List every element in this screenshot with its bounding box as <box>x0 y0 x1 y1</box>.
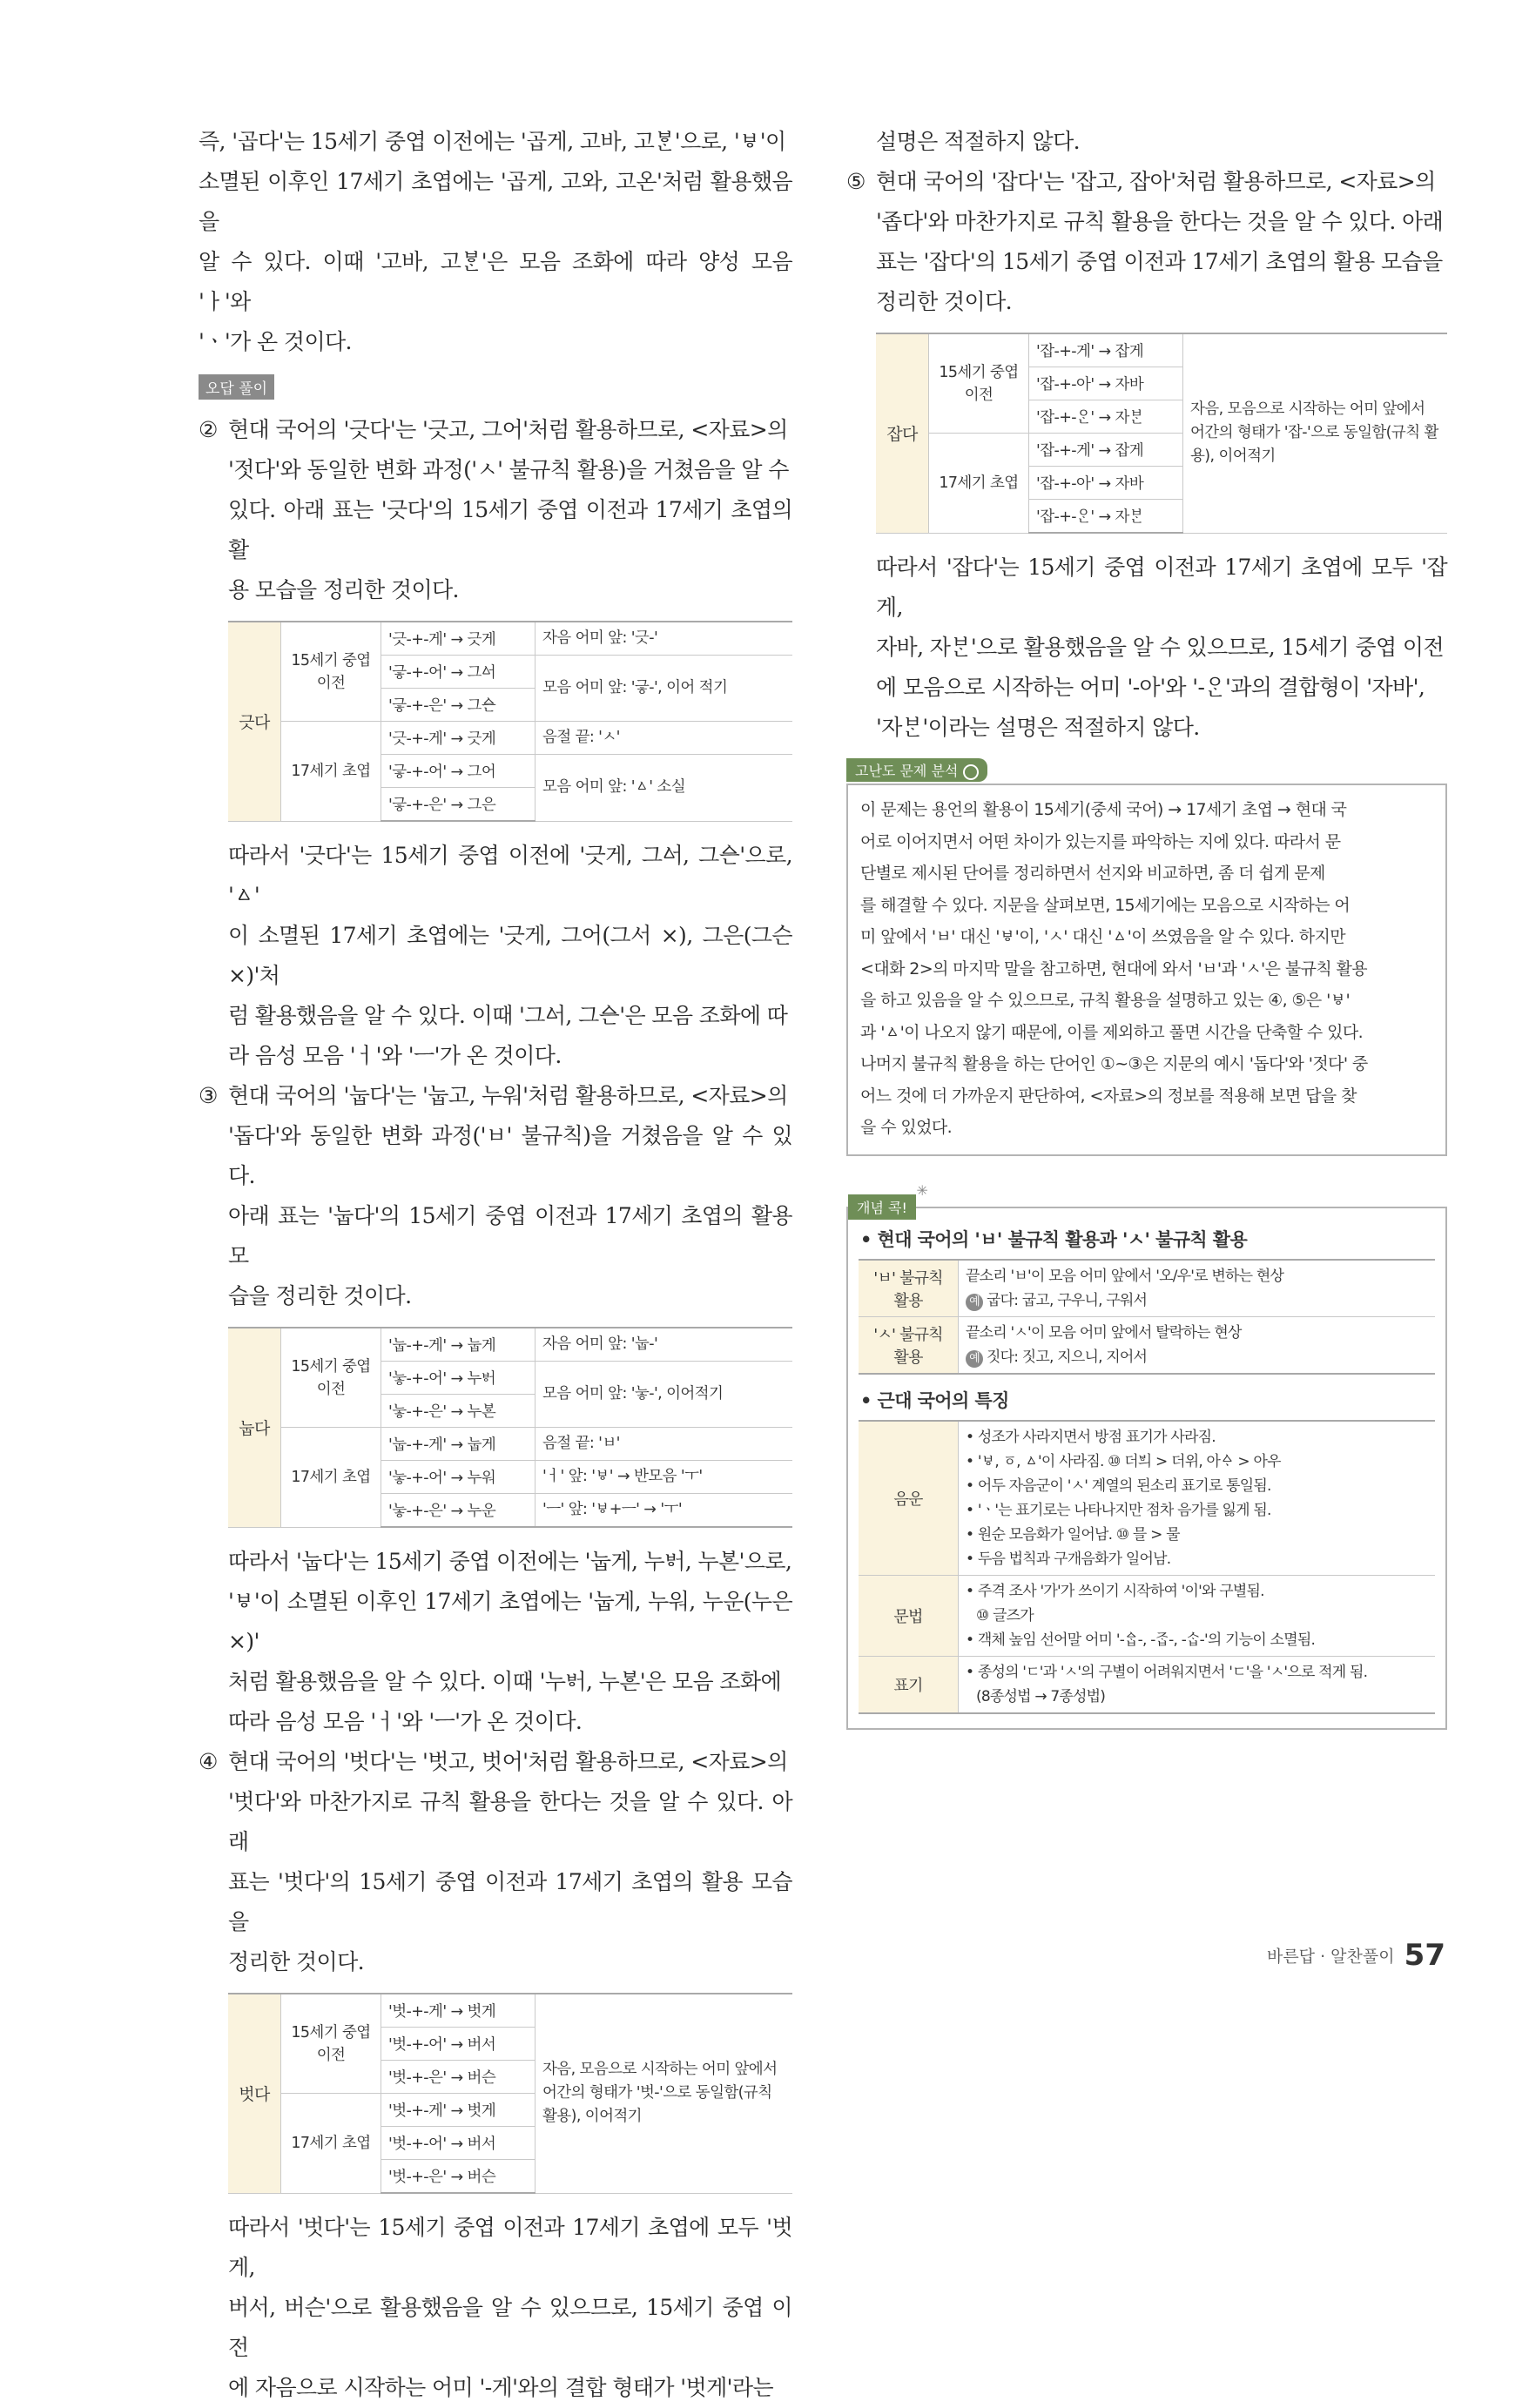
concept-key: 'ㅅ' 불규칙 활용 <box>859 1316 959 1374</box>
text-line: '젓다'와 동일한 변화 과정('ㅅ' 불규칙 활용)을 거쳤음을 알 수 <box>228 457 789 482</box>
text-line: 표는 '잡다'의 15세기 중엽 이전과 17세기 초엽의 활용 모습을 <box>876 249 1443 274</box>
note-cell: 자음, 모음으로 시작하는 어미 앞에서 어간의 형태가 '벗-'으로 동일함(규칙 활용), 이어적기 <box>535 1994 793 2193</box>
text-line: 어로 이어지면서 어떤 차이가 있는지를 파악하는 지에 있다. 따라서 문 <box>860 831 1341 851</box>
text-line: 자바, 자ᄇᆞᆫ'으로 활용했음을 알 수 있으므로, 15세기 중엽 이전 <box>876 635 1445 660</box>
verb-cell: 잡다 <box>876 333 929 533</box>
period-cell: 17세기 초엽 <box>929 434 1029 534</box>
publisher-label: 바른답 · 알찬풀이 <box>1266 1947 1395 1967</box>
concept-key: 'ㅂ' 불규칙 활용 <box>859 1260 959 1317</box>
text-line: 현대 국어의 '잡다'는 '잡고, 잡아'처럼 활용하므로, <자료>의 <box>876 169 1436 194</box>
form-cell: '긋-+-게' → 긋게 <box>381 622 535 656</box>
note-cell: 모음 어미 앞: '긓-', 이어 적기 <box>535 656 793 722</box>
concept-desc <box>959 1421 1436 1576</box>
concept-desc <box>959 1656 1436 1713</box>
form-cell: '긓-+-은' → 그ᅀᅳᆫ <box>381 689 535 722</box>
form-cell: '긓-+-어' → 그ᅀᅥ <box>381 656 535 689</box>
desc-line: • 'ㆍ'는 표기로는 나타나지만 점차 음가를 잃게 됨. <box>966 1501 1271 1519</box>
modern-korean-features-table <box>859 1420 1435 1714</box>
form-cell: '긓-+-은' → 그은 <box>381 788 535 822</box>
text-line: 에 자음으로 시작하는 어미 '-게'와의 결합 형태가 '벗게'라는 <box>228 2375 774 2400</box>
text-line: '자ᄇᆞᆫ'이라는 설명은 적절하지 않다. <box>876 715 1200 740</box>
desc-line: • 종성의 'ㄷ'과 'ㅅ'의 구별이 어려워지면서 'ㄷ'을 'ㅅ'으로 적게 됨. <box>966 1663 1368 1681</box>
concept-tag <box>848 1181 928 1220</box>
option-2-explanation <box>199 410 792 610</box>
form-cell: '벗-+-어' → 버서 <box>381 2127 535 2160</box>
option-number: ⑤ <box>846 169 866 194</box>
text-line: 'ㆍ'가 온 것이다. <box>199 329 352 354</box>
period-cell: 17세기 초엽 <box>281 722 381 822</box>
example-text: 짓다: 짓고, 지으니, 지어서 <box>987 1348 1148 1366</box>
text-line: 설명은 적절하지 않다. <box>876 129 1080 154</box>
example-text: 굽다: 굽고, 구우니, 구워서 <box>987 1291 1148 1309</box>
verb-cell: 눕다 <box>228 1328 281 1527</box>
period-cell: 15세기 중엽 이전 <box>281 1328 381 1428</box>
desc-line: • 객체 높임 선어말 어미 '-ᅀᆞᆸ-, -ᄌᆞᆸ-, -ᄉᆞᆸ-'의 기능이 소멸됨. <box>966 1631 1316 1649</box>
difficulty-box <box>846 784 1447 1156</box>
example-badge: 예 <box>966 1350 983 1368</box>
note-cell: 'ㅡ' 앞: 'ㅸ+ㅡ' → 'ㅜ' <box>535 1494 793 1528</box>
form-cell: '눕-+-게' → 눕게 <box>381 1328 535 1362</box>
period-cell: 15세기 중엽 이전 <box>281 1994 381 2094</box>
form-cell: '눟-+-은' → 누운 <box>381 1494 535 1528</box>
note-cell: 자음, 모음으로 시작하는 어미 앞에서 어간의 형태가 '잡-'으로 동일함(규칙 활용), 이어적기 <box>1183 333 1448 533</box>
text-line: 에 모음으로 시작하는 어미 '-아'와 '-ᄋᆞᆫ'과의 결합형이 '자바', <box>876 675 1425 700</box>
page-number: 57 <box>1404 1938 1445 1973</box>
option-3-explanation <box>199 1076 792 1316</box>
verb-cell: 벗다 <box>228 1994 281 2193</box>
text-line: 습을 정리한 것이다. <box>228 1283 412 1308</box>
text-line: 현대 국어의 '벗다'는 '벗고, 벗어'처럼 활용하므로, <자료>의 <box>228 1749 788 1774</box>
page-footer <box>1267 1938 1445 1973</box>
period-cell: 15세기 중엽 이전 <box>929 333 1029 434</box>
text-line: 단별로 제시된 단어를 정리하면서 선지와 비교하면, 좀 더 쉽게 문제 <box>860 864 1325 883</box>
text-line: 있다. 아래 표는 '긋다'의 15세기 중엽 이전과 17세기 초엽의 활 <box>228 497 792 562</box>
difficulty-analysis-section <box>846 748 1447 1156</box>
note-cell: 자음 어미 앞: '눕-' <box>535 1328 793 1362</box>
text-line: 'ㅸ'이 소멸된 이후인 17세기 초엽에는 '눕게, 누워, 누운(누은 ×)' <box>228 1589 792 1654</box>
text-line: 현대 국어의 '긋다'는 '긋고, 그어'처럼 활용하므로, <자료>의 <box>228 417 788 442</box>
option-5-conclusion <box>846 548 1447 748</box>
option-4-explanation <box>199 1742 792 1982</box>
option-2-conclusion <box>199 836 792 1076</box>
text-line: '벗다'와 마찬가지로 규칙 활용을 한다는 것을 알 수 있다. 아래 <box>228 1789 792 1854</box>
desc-line: • 'ㅸ, ㆆ, ㅿ'이 사라짐. ⑩ 더ᄫᅴ > 더위, 아ᅀᆞ > 아우 <box>966 1452 1281 1470</box>
difficulty-title <box>846 758 987 782</box>
concept-box <box>846 1181 1447 1730</box>
desc-line: • 성조가 사라지면서 방점 표기가 사라짐. <box>966 1428 1216 1446</box>
text-line: 과 'ㅿ'이 나오지 않기 때문에, 이를 제외하고 풀면 시간을 단축할 수 있다. <box>860 1022 1364 1042</box>
inflection-table-nupda <box>228 1327 792 1528</box>
intro-paragraph <box>199 122 792 362</box>
desc-line: (8종성법 → 7종성법) <box>976 1687 1106 1705</box>
form-cell: '눟-+-어' → 누워 <box>381 1461 535 1494</box>
option-number: ② <box>199 417 218 442</box>
concept-desc <box>959 1316 1436 1374</box>
text-line: 따라 음성 모음 'ㅓ'와 'ㅡ'가 온 것이다. <box>228 1709 583 1734</box>
text-line: <대화 2>의 마지막 말을 참고하면, 현대에 와서 'ㅂ'과 'ㅅ'은 불규칙 활용 <box>860 958 1368 979</box>
form-cell: '잡-+-아' → 자바 <box>1029 467 1183 500</box>
desc-line: • 두음 법칙과 구개음화가 일어남. <box>966 1550 1171 1568</box>
inflection-table-geutda <box>228 621 792 822</box>
text-line: 정리한 것이다. <box>228 1949 364 1974</box>
text-line: 즉, '곱다'는 15세기 중엽 이전에는 '곱게, 고바, 고ᄫᆞᆫ'으로, 'ㅸ'이 <box>199 129 786 154</box>
text-line: 따라서 '벗다'는 15세기 중엽 이전과 17세기 초엽에 모두 '벗게, <box>228 2215 792 2280</box>
form-cell: '잡-+-ᄋᆞᆫ' → 자ᄇᆞᆫ <box>1029 500 1183 534</box>
form-cell: '벗-+-어' → 버서 <box>381 2028 535 2061</box>
wrong-answer-badge: 오답 풀이 <box>199 374 274 400</box>
text-line: 이 문제는 용언의 활용이 15세기(중세 국어) → 17세기 초엽 → 현대 국 <box>860 800 1347 819</box>
option-3-conclusion <box>199 1542 792 1742</box>
concept-tag-text: 개념 콕! <box>857 1199 907 1216</box>
text-line: 따라서 '잡다'는 15세기 중엽 이전과 17세기 초엽에 모두 '잡게, <box>876 555 1447 620</box>
note-cell: 음절 끝: 'ㅅ' <box>535 722 793 755</box>
note-cell: 자음 어미 앞: '긋-' <box>535 622 793 656</box>
text-line: 을 수 있었다. <box>860 1118 953 1137</box>
sparkle-icon: ✳ <box>916 1181 928 1199</box>
form-cell: '잡-+-ᄋᆞᆫ' → 자ᄇᆞᆫ <box>1029 400 1183 434</box>
magnifier-icon <box>963 764 979 780</box>
option-number: ④ <box>199 1749 218 1774</box>
text-line: 을 하고 있음을 알 수 있으므로, 규칙 활용을 설명하고 있는 ④, ⑤은 'ㅸ' <box>860 991 1351 1010</box>
form-cell: '눟-+-어' → 누ᄫᅥ <box>381 1362 535 1395</box>
inflection-table-japda <box>876 333 1447 534</box>
text-line: 알 수 있다. 이때 '고바, 고ᄫᆞᆫ'은 모음 조화에 따라 양성 모음 'ㅏ'와 <box>199 249 792 314</box>
text-line: 표는 '벗다'의 15세기 중엽 이전과 17세기 초엽의 활용 모습을 <box>228 1869 792 1934</box>
text-line: 용 모습을 정리한 것이다. <box>228 577 459 602</box>
example-line <box>966 1288 1428 1313</box>
concept-heading-2: • 근대 국어의 특징 <box>860 1389 1009 1411</box>
desc-line: • 주격 조사 '가'가 쓰이기 시작하여 '이'와 구별됨. <box>966 1582 1264 1600</box>
desc-line: • 어두 자음군이 'ㅅ' 계열의 된소리 표기로 통일됨. <box>966 1476 1271 1495</box>
desc-line: 끝소리 'ㅅ'이 모음 어미 앞에서 탈락하는 현상 <box>966 1323 1242 1342</box>
note-cell: 모음 어미 앞: '눟-', 이어적기 <box>535 1362 793 1428</box>
period-cell: 17세기 초엽 <box>281 2094 381 2194</box>
text-line: 따라서 '긋다'는 15세기 중엽 이전에 '긋게, 그ᅀᅥ, 그ᅀᅳᆫ'으로, 'ㅿ' <box>228 843 792 908</box>
concept-key: 문법 <box>859 1575 959 1656</box>
text-line: 를 해결할 수 있다. 지문을 살펴보면, 15세기에는 모음으로 시작하는 어 <box>860 895 1351 915</box>
verb-cell: 긋다 <box>228 622 281 821</box>
desc-line: ⑩ 글즈가 <box>976 1606 1034 1624</box>
form-cell: '긓-+-어' → 그어 <box>381 755 535 788</box>
form-cell: '잡-+-게' → 잡게 <box>1029 333 1183 367</box>
text-line: 럼 활용했음을 알 수 있다. 이때 '그ᅀᅥ, 그ᅀᅳᆫ'은 모음 조화에 따 <box>228 1003 788 1028</box>
text-line: 버서, 버슨'으로 활용했음을 알 수 있으므로, 15세기 중엽 이전 <box>228 2295 792 2360</box>
period-cell: 17세기 초엽 <box>281 1428 381 1528</box>
concept-key: 음운 <box>859 1421 959 1576</box>
option-number: ③ <box>199 1083 218 1108</box>
example-line <box>966 1345 1428 1369</box>
text-line: 따라서 '눕다'는 15세기 중엽 이전에는 '눕게, 누ᄫᅥ, 누ᄫᅳᆫ'으로, <box>228 1549 792 1574</box>
text-line: '돕다'와 동일한 변화 과정('ㅂ' 불규칙)을 거쳤음을 알 수 있다. <box>228 1123 792 1188</box>
desc-line: • 원순 모음화가 일어남. ⑩ 믈 > 물 <box>966 1525 1180 1544</box>
text-line: '좁다'와 마찬가지로 규칙 활용을 한다는 것을 알 수 있다. 아래 <box>876 209 1444 234</box>
concept-key: 표기 <box>859 1656 959 1713</box>
text-line: 정리한 것이다. <box>876 289 1012 314</box>
note-cell: 'ㅓ' 앞: 'ㅸ' → 반모음 'ㅜ' <box>535 1461 793 1494</box>
form-cell: '눕-+-게' → 눕게 <box>381 1428 535 1461</box>
text-line: 현대 국어의 '눕다'는 '눕고, 누워'처럼 활용하므로, <자료>의 <box>228 1083 788 1108</box>
text-line: 어느 것에 더 가까운지 판단하여, <자료>의 정보를 적용해 보면 답을 찾 <box>860 1086 1357 1106</box>
concept-heading-1: • 현대 국어의 'ㅂ' 불규칙 활용과 'ㅅ' 불규칙 활용 <box>860 1228 1248 1250</box>
left-column <box>199 122 792 2408</box>
text-line: 처럼 활용했음을 알 수 있다. 이때 '누ᄫᅥ, 누ᄫᅳᆫ'은 모음 조화에 <box>228 1669 782 1694</box>
inflection-table-beotda <box>228 1993 792 2194</box>
option-5-explanation <box>846 162 1447 322</box>
form-cell: '눟-+-은' → 누ᄫᅳᆫ <box>381 1395 535 1428</box>
concept-desc <box>959 1260 1436 1317</box>
period-cell: 15세기 중엽 이전 <box>281 622 381 722</box>
text-line: 소멸된 이후인 17세기 초엽에는 '곱게, 고와, 고온'처럼 활용했음을 <box>199 169 792 234</box>
form-cell: '벗-+-은' → 버슨 <box>381 2061 535 2094</box>
text-line: 미 앞에서 'ㅂ' 대신 'ㅸ'이, 'ㅅ' 대신 'ㅿ'이 쓰였음을 알 수 있다. 하지만 <box>860 927 1345 946</box>
text-line: 이 소멸된 17세기 초엽에는 '긋게, 그어(그서 ×), 그은(그슨 ×)'처 <box>228 923 792 988</box>
right-column <box>846 122 1447 1730</box>
form-cell: '잡-+-아' → 자바 <box>1029 367 1183 400</box>
form-cell: '벗-+-은' → 버슨 <box>381 2160 535 2194</box>
example-badge: 예 <box>966 1294 983 1311</box>
difficulty-title-text: 고난도 문제 분석 <box>855 763 959 779</box>
form-cell: '긋-+-게' → 긋게 <box>381 722 535 755</box>
irregular-inflection-table <box>859 1259 1435 1375</box>
form-cell: '벗-+-게' → 벗게 <box>381 2094 535 2127</box>
note-cell: 음절 끝: 'ㅂ' <box>535 1428 793 1461</box>
note-cell: 모음 어미 앞: 'ㅿ' 소실 <box>535 755 793 822</box>
form-cell: '벗-+-게' → 벗게 <box>381 1994 535 2028</box>
desc-line: 끝소리 'ㅂ'이 모음 어미 앞에서 '오/우'로 변하는 현상 <box>966 1267 1284 1285</box>
text-line: 나머지 불규칙 활용을 하는 단어인 ①~③은 지문의 예시 '돕다'와 '젓다' 중 <box>860 1054 1368 1073</box>
concept-desc <box>959 1575 1436 1656</box>
form-cell: '잡-+-게' → 잡게 <box>1029 434 1183 467</box>
text-line: 라 음성 모음 'ㅓ'와 'ㅡ'가 온 것이다. <box>228 1043 562 1068</box>
option-4-conclusion <box>199 2208 792 2408</box>
text-line: 아래 표는 '눕다'의 15세기 중엽 이전과 17세기 초엽의 활용 모 <box>228 1203 792 1268</box>
